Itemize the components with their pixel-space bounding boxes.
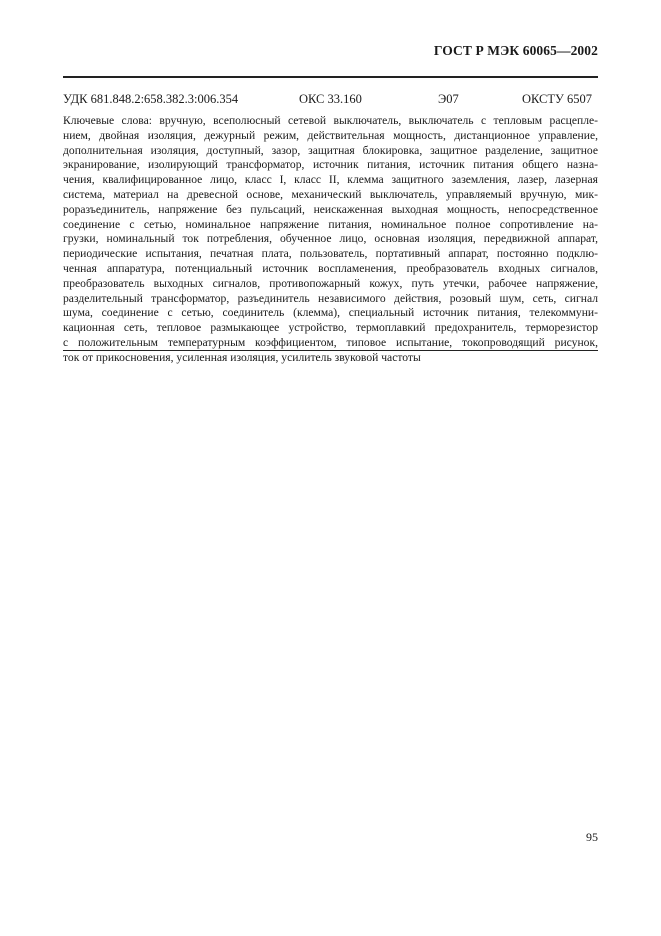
keywords-divider (63, 350, 598, 351)
keywords-line: экранирование, изолирующий трансформатор, источник питания, источник питания общего назна- (63, 158, 598, 172)
keywords-line: система, материал на древесной основе, механический выключатель, управляемый вручную, мик- (63, 187, 598, 201)
keywords-paragraph (63, 114, 598, 366)
keywords-line: периодические испытания, печатная плата, пользователь, портативный аппарат, постоянно подклю- (63, 247, 598, 261)
okstu-code: ОКСТУ 6507 (521, 92, 592, 106)
keywords-line: преобразователь выходных сигналов, противопожарный кожух, путь утечки, рабочее напряжение, (63, 276, 598, 290)
header-divider (63, 76, 598, 78)
keywords-line: соединение с сетью, номинальное напряжение питания, номинальное полное сопротивление на- (63, 217, 598, 231)
keywords-line: шума, соединение с сетью, соединитель (клемма), специальный источник питания, телекоммуни- (63, 306, 598, 320)
keywords-line: ченная аппаратура, потенциальный источник воспламенения, преобразователь входных сигналов, (63, 261, 598, 275)
oks-code: ОКС 33.160 (299, 92, 362, 106)
keywords-line: разделительный трансформатор, разъединитель независимого действия, розовый шум, сеть, сигнал (63, 291, 598, 305)
keywords-line: дополнительная изоляция, доступный, зазор, защитная блокировка, защитное разделение, защитное (63, 143, 598, 157)
keywords-line: Ключевые слова: вручную, всеполюсный сетевой выключатель, выключатель с тепловым расцепле- (63, 114, 598, 127)
document-header: ГОСТ Р МЭК 60065—2002 (433, 43, 598, 58)
udk-code: УДК 681.848.2:658.382.3:006.354 (63, 92, 239, 106)
keywords-line: ток от прикосновения, усиленная изоляция, усилитель звуковой частоты (63, 350, 421, 364)
page-number: 95 (586, 830, 598, 844)
keywords-line: нием, двойная изоляция, дежурный режим, действительная мощность, дистанционное управление, (63, 128, 598, 142)
keywords-line: грузки, номинальный ток потребления, обученное лицо, основная изоляция, передвижной аппарат, (63, 232, 598, 246)
keywords-line: роразъединитель, напряжение без пульсаций, неискаженная выходная мощность, непосредственное (63, 202, 598, 216)
classification-row (63, 92, 598, 108)
keywords-line: чения, квалифицированное лицо, класс I, класс II, клемма защитного заземления, лазер, лазерная (63, 173, 598, 187)
group-code: Э07 (438, 92, 459, 106)
keywords-line: кационная сеть, тепловое размыкающее устройство, термоплавкий предохранитель, терморезистор (63, 321, 598, 335)
keywords-line: с положительным температурным коэффициентом, типовое испытание, токопроводящий рисунок, (63, 335, 598, 349)
